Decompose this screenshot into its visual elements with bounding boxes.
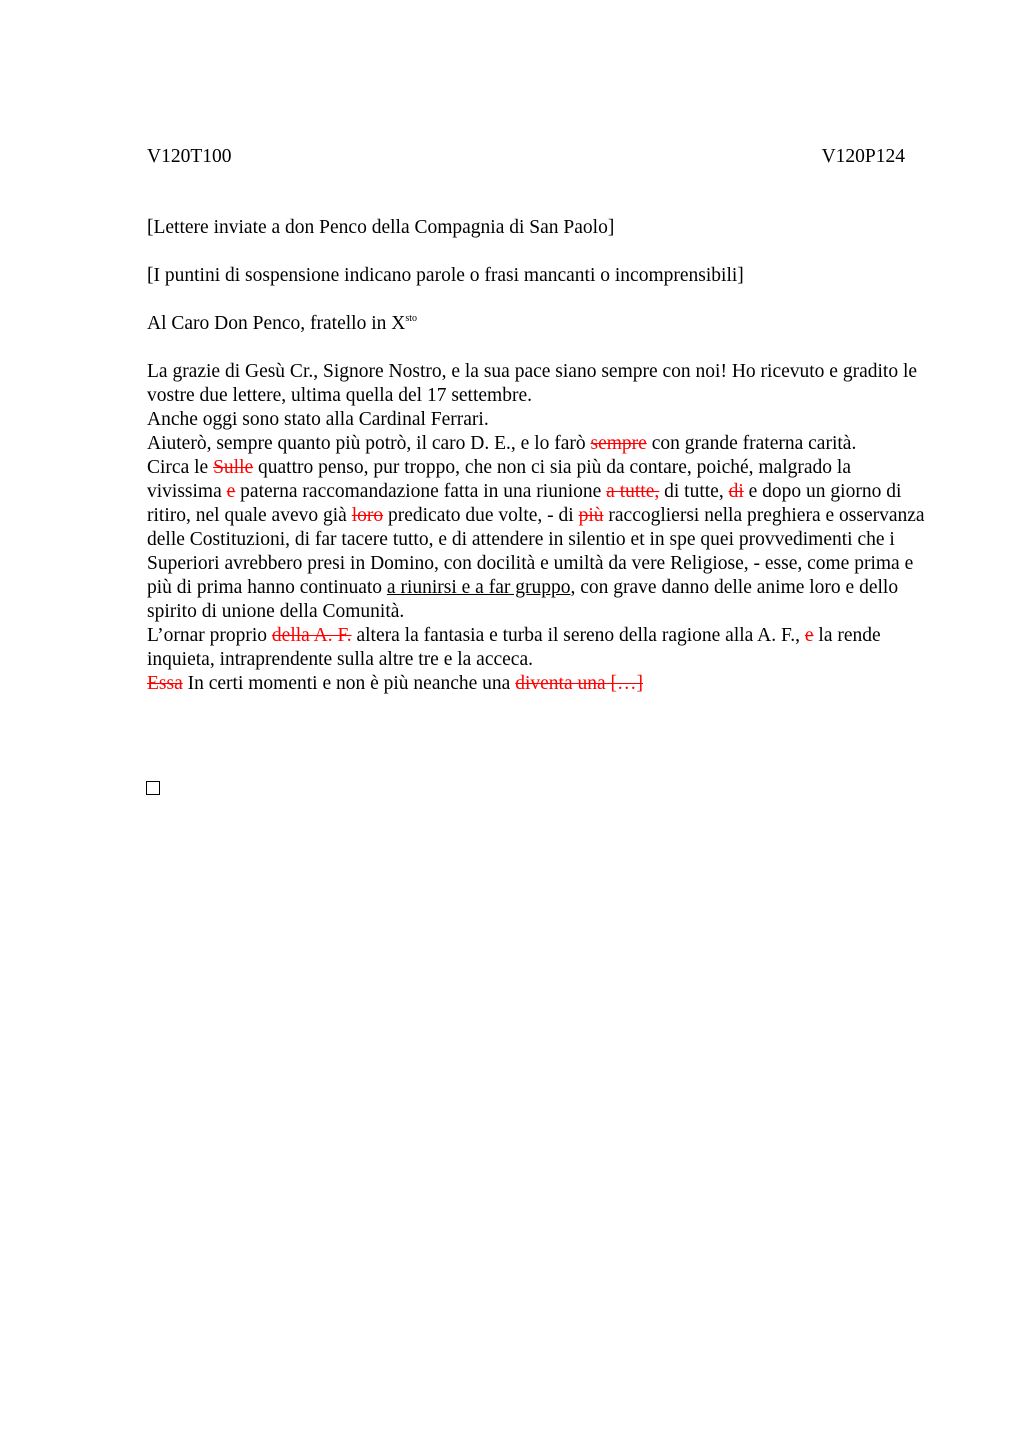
letter-paragraph-1 bbox=[147, 360, 927, 408]
title-note: [Lettere inviate a don Penco della Compagnia di San Paolo] bbox=[147, 217, 615, 238]
letter-paragraph-4 bbox=[147, 456, 927, 624]
letter-paragraph-2 bbox=[147, 408, 927, 432]
text-run: Circa le bbox=[147, 457, 214, 478]
left-code: V120T100 bbox=[147, 146, 232, 167]
deleted-text: a tutte, bbox=[606, 481, 660, 502]
text-run: di tutte, bbox=[659, 481, 729, 502]
deleted-text: loro bbox=[351, 505, 384, 526]
text-run: con grande fraterna carità. bbox=[646, 433, 857, 454]
text-run: paterna raccomandazione fatta in una riunione bbox=[235, 481, 607, 502]
underlined-text: a riunirsi e a far gruppo bbox=[386, 577, 571, 598]
text-run: quattro penso, pur troppo, che non ci sia più da contare, poiché, malgrado la vivissima bbox=[147, 457, 851, 502]
ellipsis-note: [I puntini di sospensione indicano parole o frasi mancanti o incomprensibili] bbox=[147, 265, 744, 286]
deleted-text: della A. F. bbox=[271, 625, 352, 646]
letter-body bbox=[147, 360, 927, 696]
checkbox-square[interactable] bbox=[146, 781, 160, 795]
deleted-text: più bbox=[578, 505, 604, 526]
deleted-text: di bbox=[728, 481, 744, 502]
text-run: Aiuterò, sempre quanto più potrò, il caro D. E., e lo farò bbox=[147, 433, 591, 454]
deleted-text: sempre bbox=[590, 433, 647, 454]
deleted-text: Essa bbox=[147, 673, 183, 694]
deleted-text: diventa una […] bbox=[515, 673, 644, 694]
salutation bbox=[147, 312, 927, 336]
deleted-text: e bbox=[226, 481, 236, 502]
right-code: V120P124 bbox=[821, 146, 905, 167]
text-run: La grazie di Gesù Cr., Signore Nostro, e la sua pace siano sempre con noi! Ho ricevuto e gradito le vostre due lettere, ultima quella del 17 settembre. bbox=[147, 361, 918, 406]
deleted-text: Sulle bbox=[213, 457, 254, 478]
text-run: la rende inquieta, intraprendente sulla altre tre e la acceca. bbox=[147, 625, 881, 670]
letter-paragraph-5 bbox=[147, 624, 927, 672]
text-run: L’ornar proprio bbox=[147, 625, 272, 646]
text-run: altera la fantasia e turba il sereno della ragione alla A. F., bbox=[351, 625, 805, 646]
text-run: raccogliersi nella preghiera e osservanza delle Costituzioni, di far tacere tutto, e di attendere in silentio et in spe quei provvedimenti che i Superiori avrebbero presi in Domino, con docilità e umiltà da vere Religiose, - esse, come prima e più di prima hanno continuato bbox=[147, 505, 925, 598]
salutation-superscript: sto bbox=[405, 313, 417, 324]
document-body bbox=[147, 145, 927, 696]
text-run: Anche oggi sono stato alla Cardinal Ferrari. bbox=[147, 409, 489, 430]
deleted-text: e bbox=[804, 625, 814, 646]
letter-paragraph-6 bbox=[147, 672, 927, 696]
salutation-text: Al Caro Don Penco, fratello in X bbox=[147, 313, 406, 334]
letter-paragraph-3 bbox=[147, 432, 927, 456]
page-header bbox=[147, 145, 905, 169]
text-run: In certi momenti e non è più neanche una bbox=[182, 673, 516, 694]
text-run: predicato due volte, - di bbox=[383, 505, 579, 526]
text-run: e dopo un giorno di ritiro, nel quale avevo già bbox=[147, 481, 902, 526]
text-run: , con grave danno delle anime loro e dello spirito di unione della Comunità. bbox=[147, 577, 899, 622]
